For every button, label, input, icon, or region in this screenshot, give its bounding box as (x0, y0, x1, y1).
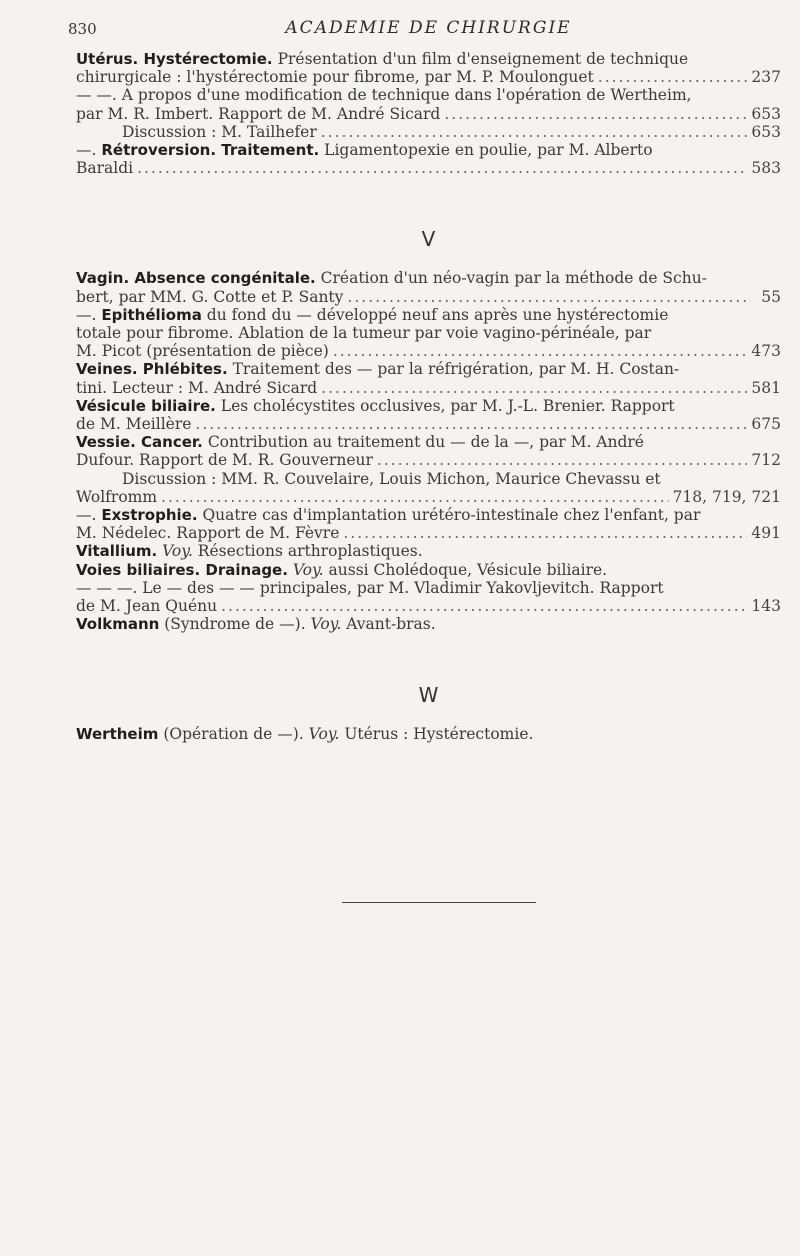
entry-description: Wolfromm (76, 487, 158, 506)
entry-line (76, 542, 781, 560)
keyword: Exstrophie. (101, 506, 198, 525)
dash-prefix: —. (76, 305, 102, 324)
entry-line (76, 470, 781, 488)
index-entry (76, 269, 781, 305)
entry-description: M. Picot (présentation de pièce) (76, 342, 329, 361)
index-section (76, 50, 781, 177)
keyword: Vésicule biliaire. (76, 396, 216, 415)
index-entry (76, 561, 781, 579)
entry-text (76, 397, 675, 415)
index-entry (76, 397, 781, 433)
index-entry (76, 506, 781, 542)
see-ref: Voy. (287, 560, 324, 579)
keyword: Vagin. Absence congénitale. (76, 269, 316, 288)
leader-dots (221, 597, 747, 615)
entry-text (76, 159, 133, 177)
index-entry (76, 725, 781, 743)
entry-description: totale pour fibrome. Ablation de la tumeur par voie vagino-périnéale, par (76, 324, 652, 343)
dash-prefix: —. (76, 506, 102, 525)
leader-dots (333, 342, 748, 360)
page-reference: 675 (751, 415, 781, 434)
entry-description: de M. Jean Quénu (76, 597, 218, 616)
entry-text (76, 288, 343, 306)
entry-description: Contribution au traitement du — de la —, par M. André (202, 433, 644, 452)
keyword: Vessie. Cancer. (76, 433, 203, 452)
page-reference: 583 (751, 159, 781, 178)
entry-text (76, 379, 317, 397)
entry-description: — — —. Le — des — — principales, par M. Vladimir Yakovljevitch. Rapport (76, 578, 664, 597)
dash-prefix: —. (76, 141, 102, 160)
entry-description: Traitement des — par la réfrigération, par M. H. Costan- (227, 360, 680, 379)
page-header (68, 0, 781, 50)
entry-description: Utérus : Hystérectomie. (339, 725, 534, 744)
entry-line (76, 269, 781, 287)
entry-line (76, 433, 781, 451)
entry-description: Ligamentopexie en poulie, par M. Alberto (319, 141, 653, 160)
entry-line (76, 288, 781, 306)
leader-dots (161, 488, 668, 506)
entry-line (76, 488, 781, 506)
page-reference: 237 (751, 68, 781, 87)
see-ref: Voy. (305, 615, 342, 634)
leader-dots (598, 68, 748, 86)
entry-line (76, 615, 781, 633)
entry-text (76, 488, 157, 506)
leader-dots (195, 415, 747, 433)
index-entry (76, 123, 781, 141)
index-entry (76, 542, 781, 560)
entry-text (76, 50, 688, 68)
entry-line (76, 524, 781, 542)
entry-text (76, 579, 664, 597)
page-reference: 491 (751, 524, 781, 543)
entry-line (76, 415, 781, 433)
index-page (68, 0, 781, 744)
entry-description: Création d'un néo-vagin par la méthode de Schu- (315, 269, 707, 288)
entry-description: — —. A propos d'une modification de technique dans l'opération de Wertheim, (76, 86, 692, 105)
entry-line (76, 105, 781, 123)
entry-text (76, 360, 679, 378)
entry-description: Discussion : M. Tailhefer (122, 122, 317, 141)
entry-text (76, 615, 436, 633)
entry-text (122, 470, 661, 488)
entry-description: Résections arthroplastiques. (192, 542, 423, 561)
section-letter: V (421, 227, 436, 252)
entry-line (76, 306, 781, 324)
entry-line (76, 159, 781, 177)
entry-text (76, 433, 644, 451)
entry-text (76, 68, 594, 86)
leader-dots (347, 288, 751, 306)
entry-text (76, 597, 217, 615)
page-reference: 55 (761, 287, 781, 306)
page-reference: 581 (751, 378, 781, 397)
entry-description: Quatre cas d'implantation urétéro-intestinale chez l'enfant, par (197, 506, 701, 525)
page-reference: 143 (751, 597, 781, 616)
entry-line (76, 324, 781, 342)
page-reference: 653 (751, 104, 781, 123)
entry-text (122, 123, 317, 141)
leader-dots (321, 379, 747, 397)
entry-text (76, 306, 668, 324)
keyword: Vitallium. (76, 542, 158, 561)
entry-text (76, 524, 339, 542)
entry-line (76, 597, 781, 615)
entry-line (76, 68, 781, 86)
leader-dots (321, 123, 748, 141)
entry-text (76, 415, 191, 433)
entry-description: Présentation d'un film d'enseignement de technique (272, 50, 689, 68)
page-reference: 473 (751, 342, 781, 361)
leader-dots (137, 159, 747, 177)
entry-description: M. Nédelec. Rapport de M. Fèvre (76, 524, 340, 543)
see-ref: Voy. (303, 725, 340, 744)
end-rule (342, 902, 536, 903)
entry-description: (Opération de —). (158, 725, 304, 744)
entry-description: Avant-bras. (341, 615, 436, 634)
entry-line (76, 360, 781, 378)
entry-description: Baraldi (76, 159, 134, 178)
entry-line (76, 379, 781, 397)
index-entry (76, 86, 781, 122)
page-reference: 718, 719, 721 (672, 487, 781, 506)
entry-description: par M. R. Imbert. Rapport de M. André Sicard (76, 104, 441, 123)
keyword: Utérus. Hystérectomie. (76, 50, 273, 68)
index-entry (76, 470, 781, 506)
entry-text (76, 725, 533, 743)
entry-text (76, 269, 707, 287)
entry-line (76, 725, 781, 743)
keyword: Epithélioma (101, 305, 202, 324)
entry-text (76, 105, 440, 123)
entry-line (76, 141, 781, 159)
keyword: Volkmann (76, 615, 160, 634)
entry-description: tini. Lecteur : M. André Sicard (76, 378, 318, 397)
entry-text (76, 86, 692, 104)
index-entry (76, 141, 781, 177)
entry-text (76, 542, 423, 560)
entry-description: chirurgicale : l'hystérectomie pour fibrome, par M. P. Moulonguet (76, 68, 594, 87)
index-entry (76, 306, 781, 361)
entry-description: Dufour. Rapport de M. R. Gouverneur (76, 451, 373, 470)
index-section (76, 227, 781, 633)
index-entry (76, 50, 781, 86)
keyword: Rétroversion. Traitement. (101, 141, 320, 160)
entry-description: aussi Cholédoque, Vésicule biliaire. (323, 560, 608, 579)
page-reference: 712 (751, 451, 781, 470)
index-entry (76, 360, 781, 396)
entry-description: Les cholécystites occlusives, par M. J.-L. Brenier. Rapport (215, 396, 675, 415)
page-reference: 653 (751, 122, 781, 141)
index-entry (76, 433, 781, 469)
entry-line (76, 561, 781, 579)
entry-text (76, 342, 329, 360)
see-ref: Voy. (157, 542, 193, 561)
entry-line (76, 397, 781, 415)
index-sections (76, 50, 781, 744)
keyword: Voies biliaires. Drainage. (76, 560, 288, 579)
index-section (76, 683, 781, 743)
page-number: 830 (68, 20, 97, 38)
entry-description: (Syndrome de —). (159, 615, 306, 634)
entry-line (76, 123, 781, 141)
entry-description: bert, par MM. G. Cotte et P. Santy (76, 287, 344, 306)
entry-line (76, 506, 781, 524)
index-entry (76, 579, 781, 615)
entry-description: du fond du — développé neuf ans après une hystérectomie (201, 305, 669, 324)
entry-text (76, 324, 651, 342)
section-letter: W (418, 683, 439, 708)
entry-description: Discussion : MM. R. Couvelaire, Louis Michon, Maurice Chevassu et (122, 469, 661, 488)
entry-line (76, 451, 781, 469)
entry-text (76, 451, 373, 469)
entry-description: de M. Meillère (76, 415, 192, 434)
index-entry (76, 615, 781, 633)
leader-dots (444, 105, 747, 123)
entry-line (76, 579, 781, 597)
keyword: Wertheim (76, 725, 159, 744)
keyword: Veines. Phlébites. (76, 360, 228, 379)
entry-line (76, 50, 781, 68)
entry-text (76, 506, 700, 524)
entry-line (76, 86, 781, 104)
entry-line (76, 342, 781, 360)
running-title: ACADEMIE DE CHIRURGIE (285, 18, 572, 38)
entry-text (76, 141, 653, 159)
leader-dots (343, 524, 747, 542)
entry-text (76, 561, 607, 579)
leader-dots (377, 451, 748, 469)
